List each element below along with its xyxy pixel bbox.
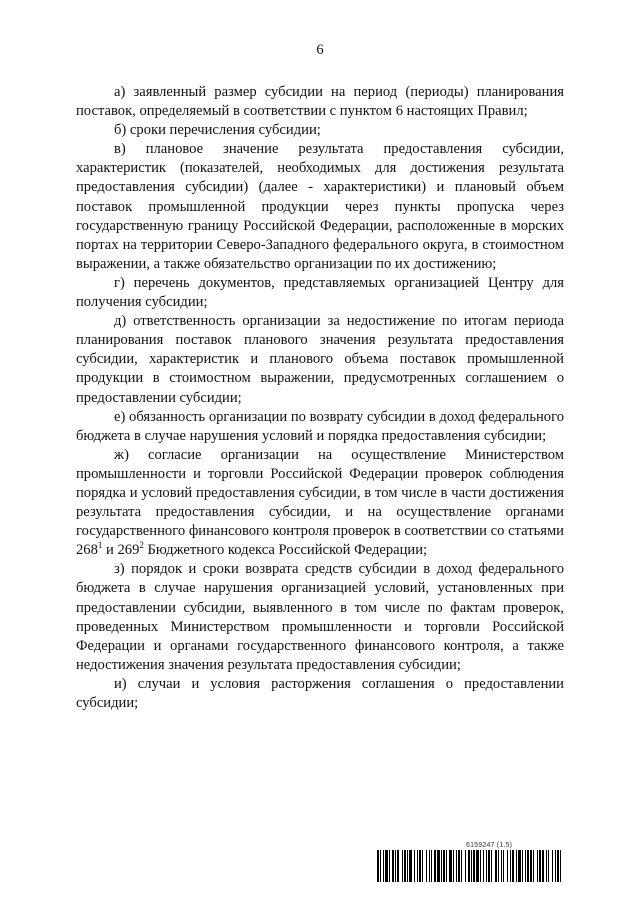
- paragraph-z: з) порядок и сроки возврата средств субсидии в доход федерального бюджета в случае нарушения организацией условий, установленных при предоставлении субсидии, выявленного в том числе по фактам проверок, проведенных Министерством промышленности и торговли Российской Федерации и органами государственного финансового контроля, а также недостижения значения результата предоставления субсидии;: [76, 561, 564, 673]
- barcode-bar: [501, 850, 502, 882]
- barcode-bar: [468, 850, 470, 882]
- barcode-bar: [383, 850, 384, 882]
- paragraph-a: а) заявленный размер субсидии на период (периоды) планирования поставок, определяемый в соответствии с пунктом 6 настоящих Правил;: [76, 84, 564, 120]
- document-code: 6159247 (1.5): [466, 842, 513, 849]
- paragraph-zh-text-1: ж) согласие организации на осуществление Министерством промышленности и торговли Российской Федерации проверок соблюдения порядка и условий предоставления субсидии, в том числе в части достижения результата предоставления субсидии, и на осуществление органами государственного финансового контроля проверок в соответствии со статьями 268: [76, 446, 564, 559]
- barcode-bar: [537, 850, 538, 882]
- barcode-bar: [498, 850, 499, 882]
- barcode-bar: [473, 850, 475, 882]
- barcode-bar: [510, 850, 511, 882]
- barcode-bar: [443, 850, 445, 882]
- superscript-1: 1: [97, 540, 103, 551]
- barcode-bar: [480, 850, 481, 882]
- barcode-bar: [453, 850, 454, 882]
- barcode-bar: [431, 850, 432, 882]
- barcode-bar: [539, 850, 541, 882]
- paragraph-d: д) ответственность организации за недостижение по итогам периода планирования поставок планового значения результата предоставления субсидии, характеристик и планового объема поставок промышленной продукции в стоимостном выражении, предусмотренных соглашением о предоставлении субсидии;: [76, 313, 564, 406]
- barcode-bar: [560, 850, 561, 882]
- barcode-bar: [465, 850, 466, 882]
- barcode-bar: [402, 850, 403, 882]
- barcode-bar: [426, 850, 427, 882]
- paragraph-zh-text-2: и 269: [102, 542, 140, 559]
- barcode-bar: [458, 850, 460, 882]
- barcode-bar: [446, 850, 447, 882]
- page-number: 6: [316, 42, 324, 58]
- barcode-bar: [512, 850, 514, 882]
- barcode-bar: [542, 850, 544, 882]
- barcode-bar: [397, 850, 399, 882]
- barcode-bar: [395, 850, 396, 882]
- barcode-bar: [404, 850, 406, 882]
- barcode-bar: [525, 850, 526, 882]
- barcode-bar: [441, 850, 442, 882]
- barcode-bar: [557, 850, 559, 882]
- barcode-bar: [389, 850, 390, 882]
- barcode-bar: [503, 850, 504, 882]
- barcode-bar: [527, 850, 529, 882]
- barcode-bar: [456, 850, 457, 882]
- barcode-bar: [437, 850, 440, 882]
- document-body: [76, 83, 564, 713]
- barcode-bar: [422, 850, 423, 882]
- barcode-bar: [385, 850, 388, 882]
- barcode-bar: [434, 850, 436, 882]
- superscript-2: 2: [139, 540, 144, 551]
- barcode-bar: [414, 850, 415, 882]
- barcode-bar: [491, 850, 492, 882]
- paragraph-b: б) сроки перечисления субсидии;: [114, 122, 321, 139]
- barcode-bar: [495, 850, 497, 882]
- barcode-bar: [488, 850, 490, 882]
- barcode-bar: [483, 850, 484, 882]
- barcode-bar: [409, 850, 412, 882]
- barcode-bar: [486, 850, 487, 882]
- barcode: [377, 850, 563, 882]
- barcode-bar: [516, 850, 517, 882]
- barcode-bar: [449, 850, 452, 882]
- paragraph-zh: [76, 446, 564, 561]
- barcode-bar: [417, 850, 418, 882]
- barcode-bar: [471, 850, 472, 882]
- paragraph-v: в) плановое значение результата предоставления субсидии, характеристик (показателей, необходимых для достижения результата предоставления субсидии) (далее - характеристики) и плановый объем поставок промышленной продукции через пункты пропуска через государственную границу Российской Федерации, расположенные в морских портах на территории Северо-Западного федерального округа, в стоимостном выражении, а также обязательство организации по их достижению;: [76, 141, 564, 272]
- barcode-bar: [507, 850, 508, 882]
- barcode-bar: [518, 850, 521, 882]
- barcode-bar: [555, 850, 556, 882]
- barcode-bar: [476, 850, 479, 882]
- barcode-bar: [546, 850, 547, 882]
- barcode-bar: [548, 850, 549, 882]
- barcode-bar: [530, 850, 532, 882]
- barcode-bar: [552, 850, 553, 882]
- barcode-bar: [377, 850, 379, 882]
- paragraph-i: и) случаи и условия расторжения соглашения о предоставлении субсидии;: [76, 675, 564, 711]
- barcode-bar: [429, 850, 430, 882]
- barcode-bar: [461, 850, 462, 882]
- barcode-bar: [407, 850, 408, 882]
- barcode-bar: [522, 850, 523, 882]
- paragraph-g: г) перечень документов, представляемых организацией Центру для получения субсидии;: [76, 274, 564, 311]
- barcode-bar: [533, 850, 534, 882]
- paragraph-e: е) обязанность организации по возврату субсидии в доход федерального бюджета в случае нарушения условий и порядка предоставления субсидии;: [76, 408, 564, 444]
- barcode-bar: [419, 850, 421, 882]
- barcode-bar: [392, 850, 394, 882]
- barcode-bar: [380, 850, 381, 882]
- paragraph-zh-text-3: Бюджетного кодекса Российской Федерации;: [143, 542, 428, 559]
